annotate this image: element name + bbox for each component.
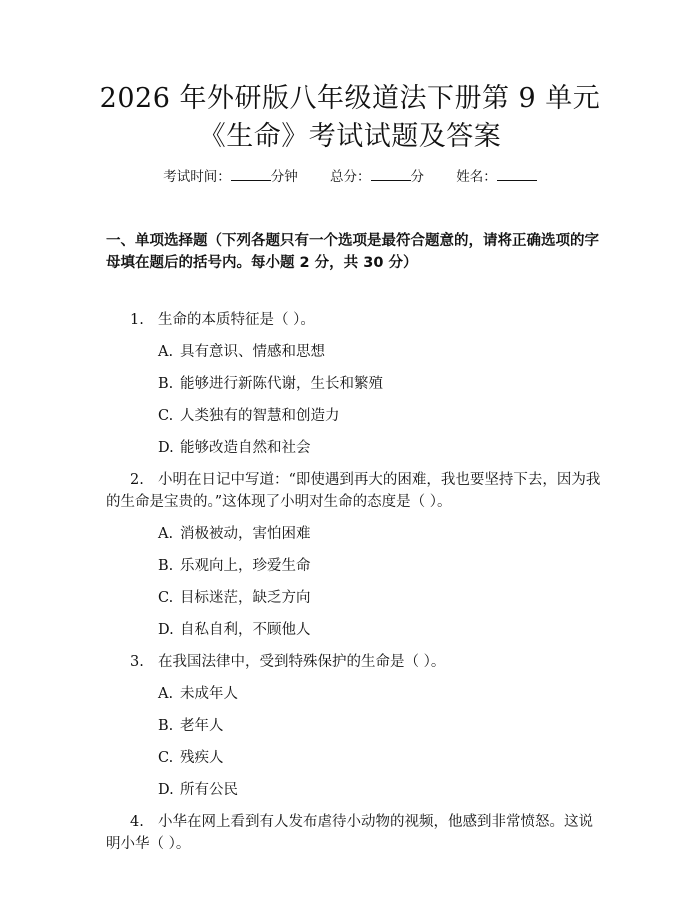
question-4: [106, 811, 604, 855]
question-1: [106, 309, 604, 331]
question-2: [106, 469, 604, 513]
name-blank: [497, 166, 537, 181]
question-number: 4.: [130, 814, 144, 830]
option-text: 老年人: [180, 718, 224, 734]
option-letter: B.: [158, 376, 174, 392]
time-label: 考试时间：: [163, 169, 231, 185]
question-1-option-a: [158, 341, 598, 363]
question-2-option-c: [158, 587, 598, 609]
time-unit: 分钟: [270, 169, 298, 185]
option-text: 目标迷茫，缺乏方向: [180, 590, 311, 606]
option-text: 残疾人: [180, 750, 224, 766]
section-header: 一、单项选择题（下列各题只有一个选项是最符合题意的，请将正确选项的字母填在题后的括号内。每小题 2 分，共 30 分）: [106, 233, 599, 271]
question-1-option-d: [158, 437, 598, 459]
option-text: 消极被动，害怕困难: [180, 526, 311, 542]
option-letter: D.: [158, 622, 174, 638]
exam-meta: [0, 166, 700, 187]
question-number: 1.: [130, 312, 144, 328]
option-text: 具有意识、情感和思想: [180, 344, 325, 360]
option-letter: B.: [158, 718, 174, 734]
exam-time: [163, 166, 298, 187]
exam-name: [456, 166, 537, 187]
option-letter: A.: [158, 526, 174, 542]
question-3-option-b: [158, 715, 598, 737]
option-letter: B.: [158, 558, 174, 574]
option-text: 人类独有的智慧和创造力: [180, 408, 340, 424]
question-3-option-a: [158, 683, 598, 705]
option-text: 所有公民: [180, 782, 238, 798]
option-text: 能够进行新陈代谢，生长和繁殖: [180, 376, 383, 392]
name-label: 姓名：: [456, 169, 497, 185]
option-letter: A.: [158, 344, 174, 360]
question-number: 3.: [130, 654, 144, 670]
question-2-option-b: [158, 555, 598, 577]
question-1-option-c: [158, 405, 598, 427]
option-letter: D.: [158, 782, 174, 798]
question-3: [106, 651, 604, 673]
score-label: 总分：: [330, 169, 371, 185]
question-text: 生命的本质特征是（ ）。: [158, 312, 315, 328]
option-letter: C.: [158, 750, 174, 766]
option-letter: A.: [158, 686, 174, 702]
question-1-option-b: [158, 373, 598, 395]
question-text: 小明在日记中写道：“即使遇到再大的困难，我也要坚持下去，因为我的生命是宝贵的。”这体现了小明对生命的态度是（ ）。: [106, 472, 601, 510]
option-text: 能够改造自然和社会: [180, 440, 311, 456]
question-number: 2.: [130, 472, 144, 488]
score-blank: [371, 166, 411, 181]
option-text: 乐观向上，珍爱生命: [180, 558, 311, 574]
option-letter: C.: [158, 408, 174, 424]
exam-score: [330, 166, 424, 187]
option-letter: C.: [158, 590, 174, 606]
option-letter: D.: [158, 440, 174, 456]
question-2-option-d: [158, 619, 598, 641]
option-text: 自私自利，不顾他人: [180, 622, 311, 638]
question-3-option-d: [158, 779, 598, 801]
time-blank: [231, 166, 271, 181]
question-text: 在我国法律中，受到特殊保护的生命是（ ）。: [158, 654, 446, 670]
option-text: 未成年人: [180, 686, 238, 702]
question-3-option-c: [158, 747, 598, 769]
question-text: 小华在网上看到有人发布虐待小动物的视频，他感到非常愤怒。这说明小华（ ）。: [106, 814, 593, 852]
document-title: 2026 年外研版八年级道法下册第 9 单元《生命》考试试题及答案: [99, 83, 601, 152]
score-unit: 分: [410, 169, 424, 185]
question-2-option-a: [158, 523, 598, 545]
